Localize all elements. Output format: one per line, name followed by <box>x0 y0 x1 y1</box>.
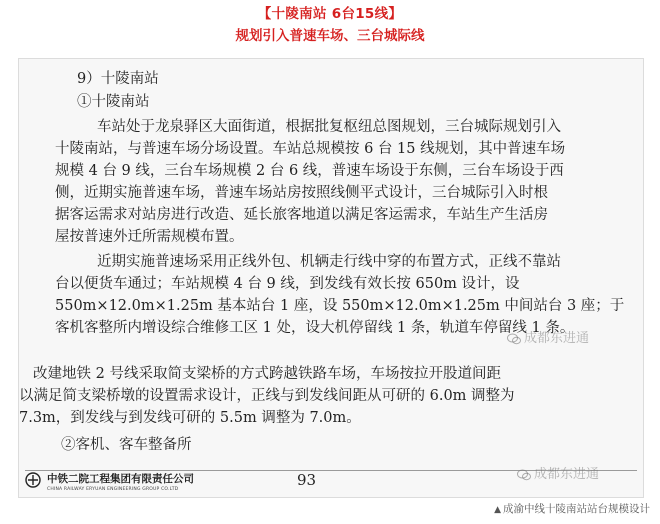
company-name-en: CHINA RAILWAY ERYUAN ENGINEERING GROUP CO.LTD <box>47 487 179 492</box>
header-title: 【十陵南站 6台15线】 <box>257 6 403 22</box>
paragraph-1 <box>55 116 565 248</box>
text-line: 7.3m，到发线与到发线可研的 5.5m 调整为 7.0m。 <box>19 410 361 426</box>
section-heading: 9）十陵南站 <box>77 71 159 87</box>
triangle-icon: ▲ <box>494 505 501 515</box>
paragraph-3 <box>19 363 515 429</box>
header-subtitle: 规划引入普速车场、三台城际线 <box>235 28 425 44</box>
text-line: 550m×12.0m×1.25m 基本站台 1 座，设 550m×12.0m×1.25m 中间站台 3 座；于 <box>55 298 625 314</box>
company-name-cn: 中铁二院工程集团有限责任公司 <box>47 473 194 485</box>
text-line: 十陵南站，与普速车场分场设置。车站总规模按 6 台 15 线规划，其中普速车场 <box>55 141 566 157</box>
text-line: 台以便货车通过；车站规模 4 台 9 线，到发线有效长按 650m 设计，设 <box>55 276 520 292</box>
watermark <box>517 463 599 482</box>
watermark-text: 成都东进通 <box>534 467 600 482</box>
caption-text: 成渝中线十陵南站站台规模设计 <box>503 503 650 515</box>
text-line: 近期实施普速场采用正线外包、机辆走行线中穿的布置方式，正线不靠站 <box>97 254 561 270</box>
text-line: 以满足简支梁桥墩的设置需求设计，正线与到发线间距从可研的 6.0m 调整为 <box>19 388 515 404</box>
subsection-heading: ①十陵南站 <box>77 94 150 110</box>
paragraph-2 <box>55 251 624 339</box>
company-name <box>47 472 194 493</box>
header <box>0 4 660 46</box>
text-line: 侧，近期实施普速车场，普速车场站房按照线侧平式设计，三台城际引入时根 <box>55 185 548 201</box>
text-line: 据客运需求对站房进行改造、延长旅客地道以满足客运需求，车站生产生活房 <box>55 207 548 223</box>
scanned-document-page <box>18 58 644 498</box>
watermark-text: 成都东进通 <box>524 331 590 346</box>
wechat-icon <box>517 469 531 481</box>
watermark <box>507 327 589 346</box>
image-caption <box>494 501 650 516</box>
text-line: 客机客整所内增设综合维修工区 1 处，设大机停留线 1 条，轨道车停留线 1 条。 <box>55 320 575 336</box>
text-line: 车站处于龙泉驿区大面街道，根据批复枢纽总图规划，三台城际规划引入 <box>97 119 561 135</box>
page-number: 93 <box>297 471 317 489</box>
text-line: 改建地铁 2 号线采取简支梁桥的方式跨越铁路车场，车场按拉开股道间距 <box>33 366 501 382</box>
company-logo-icon <box>25 472 41 488</box>
text-line: 屋按普速外迁所需规模布置。 <box>55 229 244 245</box>
text-line: 规模 4 台 9 线，三台车场规模 2 台 6 线，普速车场设于东侧，三台车场设于西 <box>55 163 564 179</box>
subsection-heading: ②客机、客车整备所 <box>61 437 192 453</box>
wechat-icon <box>507 333 521 345</box>
